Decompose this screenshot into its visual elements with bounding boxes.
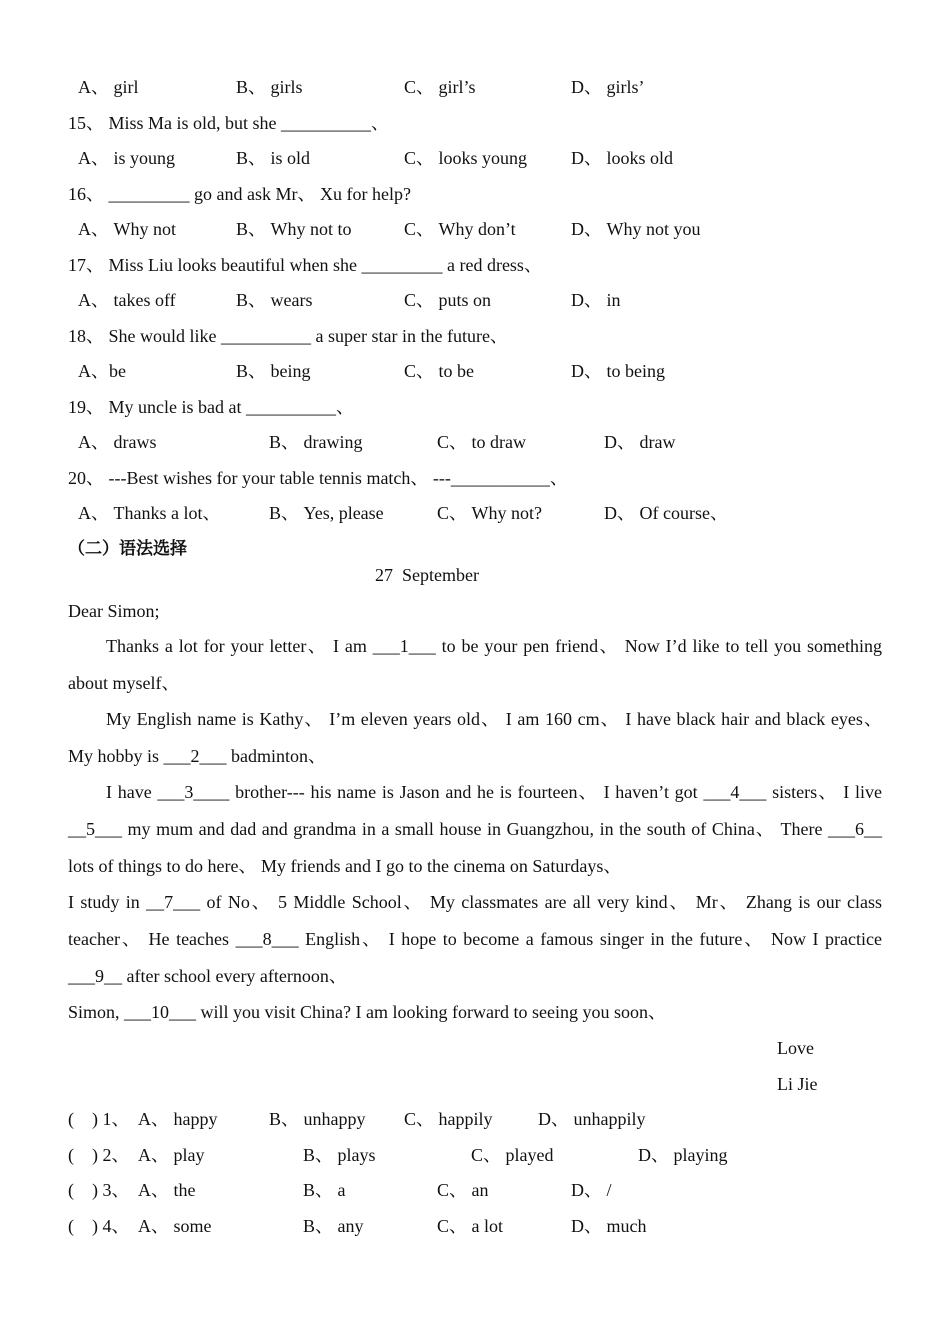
- answer-label: ( ) 2、: [68, 1145, 130, 1165]
- letter-paragraph-3: I have ___3____ brother--- his name is Jason and he is fourteen、 I haven’t got ___4___ sisters、 I live __5___ my mum and dad and grandma in a small house in Guangzhou, in the south of China、 There ___6__ lots of things to do here、 My friends and I go to the cinema on Saturdays、: [68, 782, 882, 876]
- option-b: B、 girls: [236, 77, 303, 97]
- option-d: D、 playing: [638, 1145, 728, 1165]
- option-a: A、 play: [138, 1145, 205, 1165]
- option-c: C、 a lot: [437, 1216, 503, 1236]
- option-d: D、 draw: [604, 432, 676, 452]
- option-d: D、 unhappily: [538, 1109, 646, 1129]
- option-a: A、 girl: [78, 77, 139, 97]
- option-d: D、 in: [571, 290, 621, 310]
- option-d: D、 /: [571, 1180, 612, 1200]
- option-a: A、 some: [138, 1216, 212, 1236]
- option-d: D、 girls’: [571, 77, 645, 97]
- option-a: A、 Why not: [78, 219, 176, 239]
- question-stem: 15、 Miss Ma is old, but she __________、: [68, 113, 390, 133]
- option-b: B、 drawing: [269, 432, 363, 452]
- letter-closing: Love: [777, 1038, 814, 1058]
- option-c: C、 to be: [404, 361, 474, 381]
- letter-paragraph-1: Thanks a lot for your letter、 I am ___1___ to be your pen friend、 Now I’d like to tell you something about myself、: [68, 636, 882, 693]
- question-stem: 16、 _________ go and ask Mr、 Xu for help?: [68, 184, 411, 204]
- option-a: A、 Thanks a lot、: [78, 503, 221, 523]
- question-stem: 19、 My uncle is bad at __________、: [68, 397, 354, 417]
- option-b: B、 is old: [236, 148, 311, 168]
- option-b: B、 any: [303, 1216, 364, 1236]
- option-b: B、 a: [303, 1180, 346, 1200]
- answer-label: ( ) 4、: [68, 1216, 130, 1236]
- section-heading: （二）语法选择: [68, 539, 187, 559]
- option-a: A、 takes off: [78, 290, 176, 310]
- letter-date: 27 September: [375, 565, 479, 585]
- option-d: D、 much: [571, 1216, 647, 1236]
- option-a: A、be: [78, 361, 126, 381]
- option-d: D、 Why not you: [571, 219, 701, 239]
- option-b: B、 plays: [303, 1145, 376, 1165]
- answer-label: ( ) 3、: [68, 1180, 130, 1200]
- option-b: B、 wears: [236, 290, 313, 310]
- letter-signature: Li Jie: [777, 1074, 818, 1094]
- option-a: A、 happy: [138, 1109, 218, 1129]
- question-stem: 20、 ---Best wishes for your table tennis match、 ---___________、: [68, 468, 568, 488]
- option-d: D、 to being: [571, 361, 665, 381]
- question-stem: 18、 She would like __________ a super star in the future、: [68, 326, 508, 346]
- option-b: B、 Yes, please: [269, 503, 384, 523]
- option-c: C、 looks young: [404, 148, 528, 168]
- option-a: A、 the: [138, 1180, 196, 1200]
- option-c: C、 happily: [404, 1109, 493, 1129]
- option-c: C、 puts on: [404, 290, 492, 310]
- option-c: C、 Why not?: [437, 503, 542, 523]
- letter-greeting: Dear Simon;: [68, 601, 160, 621]
- option-b: B、 being: [236, 361, 311, 381]
- option-b: B、 unhappy: [269, 1109, 366, 1129]
- option-c: C、 played: [471, 1145, 554, 1165]
- option-c: C、 Why don’t: [404, 219, 516, 239]
- option-d: D、 Of course、: [604, 503, 728, 523]
- answer-label: ( ) 1、: [68, 1109, 130, 1129]
- question-stem: 17、 Miss Liu looks beautiful when she _________ a red dress、: [68, 255, 542, 275]
- letter-paragraph-2: My English name is Kathy、 I’m eleven years old、 I am 160 cm、 I have black hair and black eyes、 My hobby is ___2___ badminton、: [68, 709, 882, 766]
- option-c: C、 an: [437, 1180, 489, 1200]
- option-c: C、 to draw: [437, 432, 526, 452]
- letter-paragraph-5: Simon, ___10___ will you visit China? I am looking forward to seeing you soon、: [68, 1002, 666, 1022]
- option-c: C、 girl’s: [404, 77, 476, 97]
- option-b: B、 Why not to: [236, 219, 352, 239]
- option-d: D、 looks old: [571, 148, 674, 168]
- letter-paragraph-4: I study in __7___ of No、 5 Middle School、 My classmates are all very kind、 Mr、 Zhang is our class teacher、 He teaches ___8___ English、 I hope to become a famous singer in the future、 Now I practice ___9__ after school every afternoon、: [68, 892, 882, 986]
- option-a: A、 is young: [78, 148, 176, 168]
- option-a: A、 draws: [78, 432, 157, 452]
